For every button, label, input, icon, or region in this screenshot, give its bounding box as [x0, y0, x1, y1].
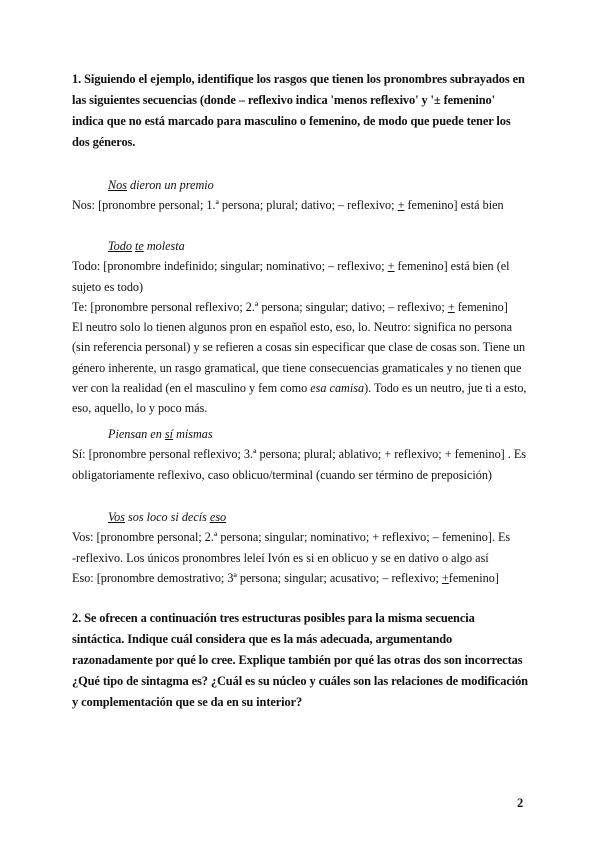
heading-line: razonadamente por qué lo cree. Explique también por qué las otras dos son incorrectas	[72, 653, 523, 667]
underlined-pronoun: Todo	[108, 239, 132, 253]
answer-text: Te: [pronombre personal reflexivo; 2.ª persona; singular; dativo; – reflexivo;	[72, 299, 448, 314]
example-sentence	[72, 424, 532, 444]
heading-line: 2. Se ofrecen a continuación tres estructuras posibles para la misma secuencia	[72, 611, 475, 625]
example-3	[72, 424, 532, 485]
answer-text: Eso: [pronombre demostrativo; 3ª persona; singular; acusativo; – reflexivo;	[72, 570, 442, 585]
example-sentence	[72, 236, 532, 256]
answer-text: femenino] está bien (el	[394, 259, 510, 274]
underlined-pronoun: sí	[164, 427, 174, 441]
page-number: 2	[517, 796, 524, 810]
underlined-pronoun: eso	[209, 510, 227, 524]
example-1	[72, 175, 532, 216]
answer-line	[72, 568, 532, 588]
answer-line: sujeto es todo)	[72, 279, 144, 294]
note-line: (sin referencia personal) y se refieren a cosas sin especificar que clase de cosas son. Tiene un	[72, 340, 526, 355]
note-line: El neutro solo lo tienen algunos pron en español esto, eso, lo. Neutro: significa no persona	[72, 320, 513, 335]
heading-line: sintáctica. Indique cuál considera que es la más adecuada, argumentando	[72, 632, 453, 646]
underlined-pronoun: Nos	[108, 178, 127, 192]
plus-minus-sign: +	[397, 198, 405, 213]
underlined-pronoun: Vos	[108, 510, 125, 524]
heading-line: 1. Siguiendo el ejemplo, identifique los rasgos que tienen los pronombres subrayados en	[72, 72, 525, 86]
note-line	[72, 378, 532, 398]
answer-text: femenino]	[454, 299, 508, 314]
heading-line: y complementación que se da en su interior?	[72, 695, 303, 709]
example-2	[72, 236, 532, 419]
plus-minus-sign: +	[387, 259, 395, 274]
answer-line	[72, 297, 532, 317]
answer-line: Vos: [pronombre personal; 2.ª persona; singular; nominativo; + reflexivo; – femenino]. Es	[72, 530, 511, 545]
answer-text: femenino] está bien	[404, 198, 504, 213]
example-sentence	[72, 175, 532, 195]
plus-minus-sign: +	[441, 570, 449, 585]
answer-text: Nos: [pronombre personal; 1.ª persona; plural; dativo; – reflexivo;	[72, 198, 398, 213]
sentence-text: sos loco si decís	[124, 510, 210, 524]
question-2-heading	[72, 608, 532, 713]
example-sentence	[72, 507, 532, 527]
answer-line	[72, 256, 532, 276]
answer-line	[72, 195, 532, 215]
sentence-text: molesta	[143, 239, 185, 253]
underlined-pronoun: te	[135, 239, 144, 253]
heading-line: dos géneros.	[72, 135, 136, 149]
sentence-text: mismas	[173, 427, 213, 441]
question-1-heading	[72, 69, 532, 153]
note-text: ). Todo es un neutro, jue ti a esto,	[364, 381, 527, 396]
heading-line: indica que no está marcado para masculino o femenino, de modo que puede tener los	[72, 114, 511, 128]
heading-line: ¿Qué tipo de sintagma es? ¿Cuál es su núcleo y cuáles son las relaciones de modificación	[72, 674, 528, 688]
plus-minus-sign: +	[447, 299, 455, 314]
sentence-text: dieron un premio	[126, 178, 214, 192]
note-text: ver con la realidad (en el masculino y fem como	[72, 381, 311, 396]
sentence-text: Piensan en	[108, 427, 165, 441]
note-line: género inherente, un rasgo gramatical, que tiene consecuencias gramaticales y no tienen que	[72, 360, 522, 375]
answer-line: -reflexivo. Los únicos pronombres leleí Ivón es si en oblicuo y se en dativo o algo así	[72, 550, 489, 565]
answer-text: Todo: [pronombre indefinido; singular; nominativo; – reflexivo;	[72, 259, 388, 274]
example-4	[72, 507, 532, 588]
answer-line: obligatoriamente reflexivo, caso oblicuo/terminal (cuando ser término de preposición)	[72, 467, 492, 482]
answer-text: femenino]	[448, 570, 499, 585]
note-line: eso, aquello, lo y poco más.	[72, 401, 208, 416]
note-italic-example: esa camisa	[310, 381, 365, 396]
answer-line: Sí: [pronombre personal reflexivo; 3.ª persona; plural; ablativo; + reflexivo; + femenino] . Es	[72, 447, 527, 462]
heading-line: las siguientes secuencias (donde – reflexivo indica 'menos reflexivo' y '± femenino'	[72, 93, 495, 107]
